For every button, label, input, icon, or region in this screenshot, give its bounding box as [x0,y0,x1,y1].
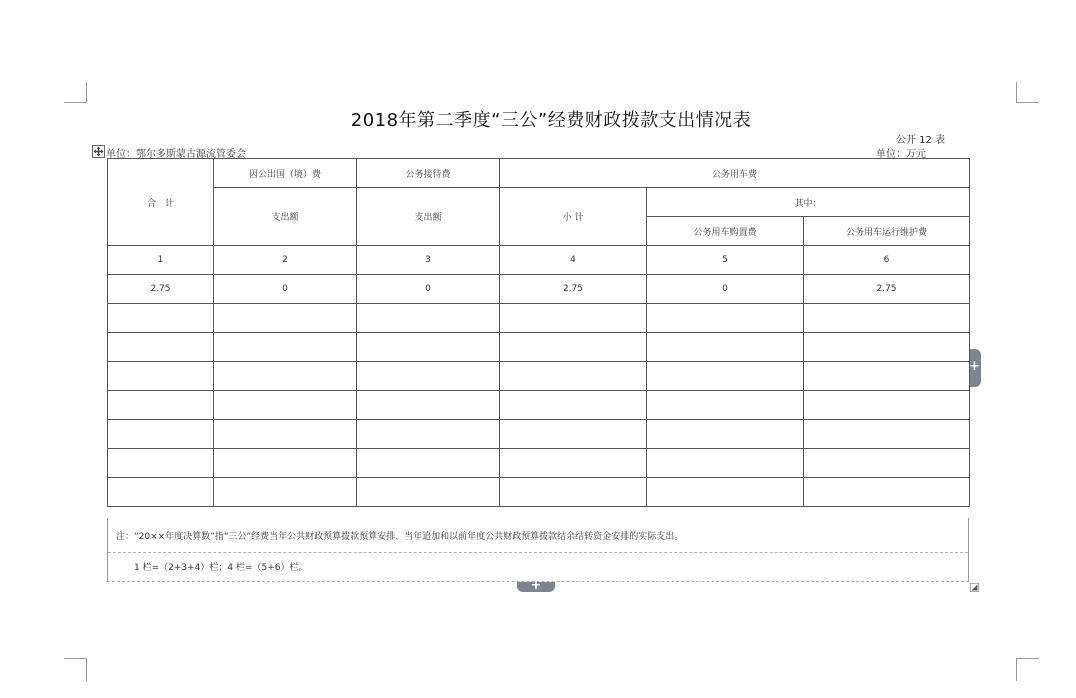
table-row [108,420,970,449]
header-vehicle-subtotal[interactable]: 小 计 [500,188,647,246]
table-cell[interactable] [108,420,214,449]
table-cell[interactable] [647,449,804,478]
table-resize-icon[interactable] [970,583,979,592]
table-cell[interactable] [357,478,500,507]
plus-icon: + [969,359,980,374]
table-cell[interactable] [357,362,500,391]
table-cell[interactable] [647,362,804,391]
table-cell[interactable]: 0 [647,275,804,304]
header-vehicle-maintenance[interactable]: 公务用车运行维护费 [804,217,970,246]
crop-mark-top-left [64,82,87,103]
header-of-which[interactable]: 其中： [647,188,970,217]
table-cell[interactable] [647,304,804,333]
table-cell[interactable] [804,420,970,449]
table-cell[interactable] [214,304,357,333]
table-cell[interactable] [214,362,357,391]
header-reception[interactable]: 公务接待费 [357,159,500,188]
table-row-data [108,275,970,304]
table-cell[interactable] [804,304,970,333]
table-row [108,478,970,507]
table-row-index [108,246,970,275]
table-cell[interactable] [500,304,647,333]
table-cell[interactable] [108,449,214,478]
table-cell[interactable]: 2.75 [500,275,647,304]
crop-mark-top-right [1016,82,1039,103]
table-cell[interactable] [500,362,647,391]
document-title: 2018年第二季度“三公”经费财政拨款支出情况表 [350,110,752,131]
table-move-icon[interactable] [92,145,105,158]
notes-section [107,518,969,582]
table-cell[interactable]: 0 [357,275,500,304]
table-cell[interactable] [500,420,647,449]
note-divider [108,552,968,553]
table-cell[interactable] [357,333,500,362]
add-column-button[interactable] [970,349,981,387]
table-cell[interactable] [108,333,214,362]
table-row [108,449,970,478]
table-cell[interactable] [214,391,357,420]
table-cell[interactable]: 2.75 [804,275,970,304]
table-cell[interactable] [214,478,357,507]
header-abroad-expense[interactable]: 支出额 [214,188,357,246]
table-cell[interactable] [500,449,647,478]
header-reception-expense[interactable]: 支出额 [357,188,500,246]
table-cell[interactable]: 4 [500,246,647,275]
table-cell[interactable]: 1 [108,246,214,275]
table-cell[interactable] [357,420,500,449]
table-cell[interactable] [804,478,970,507]
table-cell[interactable] [108,478,214,507]
table-cell[interactable]: 3 [357,246,500,275]
table-cell[interactable] [500,478,647,507]
table-cell[interactable] [214,449,357,478]
table-cell[interactable] [500,391,647,420]
table-cell[interactable] [804,333,970,362]
table-cell[interactable] [647,391,804,420]
crop-mark-bottom-left [64,658,87,681]
unit-organization: 单位：鄂尔多斯蒙古源流管委会 [106,149,246,160]
table-row [108,304,970,333]
header-abroad[interactable]: 因公出国（境）费 [214,159,357,188]
note-formula[interactable]: 1 栏=（2+3+4）栏；4 栏=（5+6）栏。 [134,563,308,573]
table-cell[interactable] [804,391,970,420]
table-cell[interactable] [214,420,357,449]
table-row [108,391,970,420]
table-cell[interactable] [647,420,804,449]
table-cell[interactable] [804,449,970,478]
add-row-button[interactable] [517,578,555,593]
unit-currency: 单位：万元 [876,149,926,160]
table-cell[interactable] [108,362,214,391]
table-cell[interactable]: 6 [804,246,970,275]
table-cell[interactable] [357,449,500,478]
plus-icon: + [530,578,542,593]
table-cell[interactable] [647,478,804,507]
table-cell[interactable] [647,333,804,362]
header-vehicle-purchase[interactable]: 公务用车购置费 [647,217,804,246]
table-cell[interactable]: 2.75 [108,275,214,304]
table-row [108,362,970,391]
header-vehicle[interactable]: 公务用车费 [500,159,970,188]
table-cell[interactable] [500,333,647,362]
table-cell[interactable]: 5 [647,246,804,275]
table-cell[interactable] [357,391,500,420]
table-number: 公开 12 表 [896,135,946,146]
expenditure-table [107,158,970,507]
table-cell[interactable] [357,304,500,333]
table-cell[interactable] [108,304,214,333]
table-cell[interactable] [214,333,357,362]
table-cell[interactable]: 0 [214,275,357,304]
table-row [108,333,970,362]
table-cell[interactable] [108,391,214,420]
header-total[interactable]: 合 计 [108,159,214,246]
crop-mark-bottom-right [1016,658,1039,681]
table-cell[interactable]: 2 [214,246,357,275]
note-definition[interactable]: 注：“20××年度决算数”指“三公”经费当年公共财政预算拨款预算安排、当年追加和以前年度公共财政预算拨款结余结转资金安排的实际支出。 [116,532,684,542]
table-cell[interactable] [804,362,970,391]
